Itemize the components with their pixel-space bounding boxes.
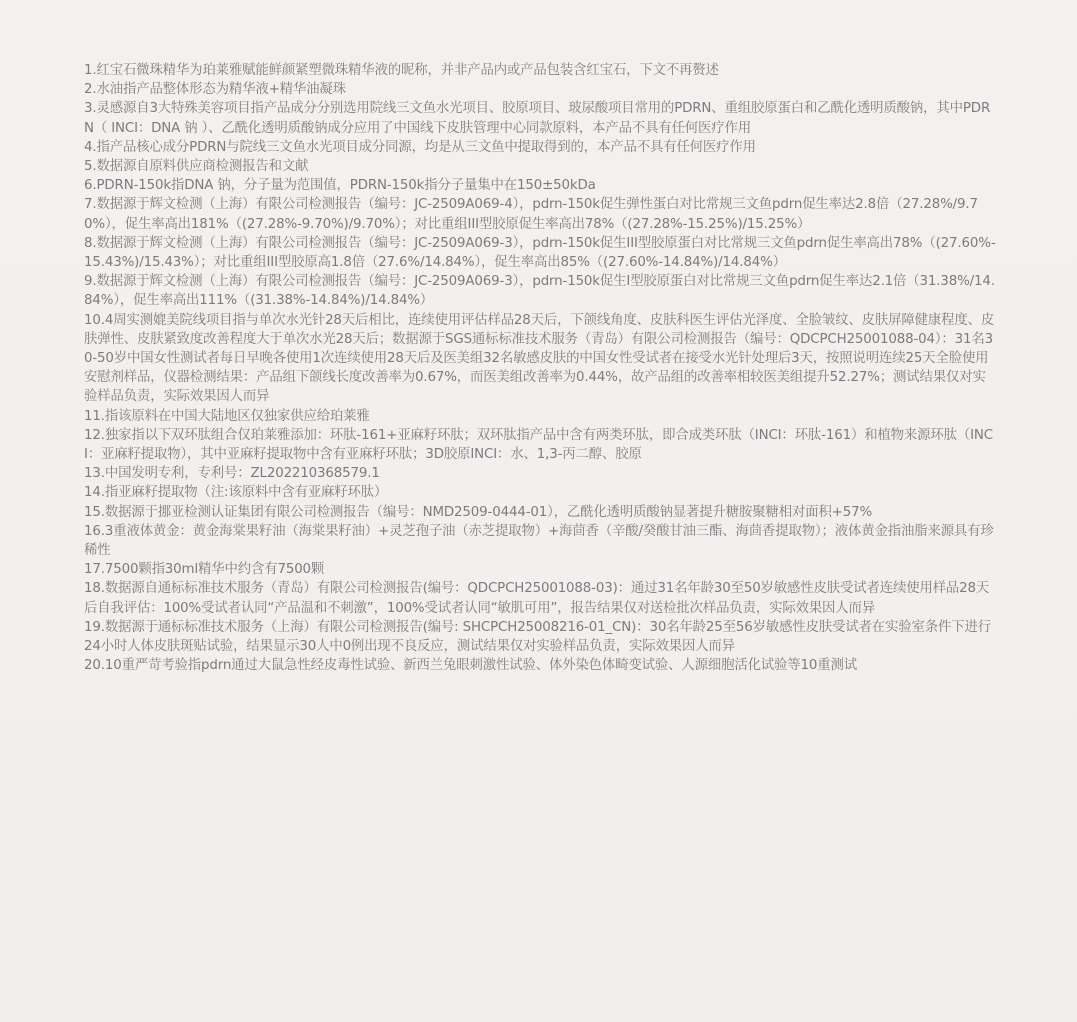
footnote-9: 9.数据源于辉文检测（上海）有限公司检测报告（编号：JC-2509A069-3），pdrn-150k促生I型胶原蛋白对比常规三文鱼pdrn促生率达2.1倍（31.38%/14.84%），促生率高出111%（(31.38%-14.84%)/14.84%） <box>84 274 995 309</box>
footnote-8: 8.数据源于辉文检测（上海）有限公司检测报告（编号：JC-2509A069-3），pdrn-150k促生III型胶原蛋白对比常规三文鱼pdrn促生率高出78%（(27.60%-15.43%)/15.43%）；对比重组III型胶原高1.8倍（27.6%/14.84%），促生率高出85%（(27.60%-14.84%)/14.84%） <box>84 235 996 271</box>
footnote-5: 5.数据源自原料供应商检测报告和文献 <box>84 159 309 175</box>
footnote-20: 20.10重严苛考验指pdrn通过大鼠急性经皮毒性试验、新西兰兔眼刺激性试验、体外染色体畸变试验、人源细胞活化试验等10重测试 <box>84 658 857 674</box>
footnote-10: 10.4周实测媲美院线项目指与单次水光针28天后相比，连续使用评估样品28天后，下颌线角度、皮肤科医生评估光泽度、全脸皱纹、皮肤屏障健康程度、皮肤弹性、皮肤紧致度改善程度大于单次水光28天后；数据源于SGS通标标准技术服务（青岛）有限公司检测报告（编号：QDCPCH25001088-04）：31名30-50岁中国女性测试者每日早晚各使用1次连续使用28天后及医美组32名敏感皮肤的中国女性受试者在接受水光针处理后3天，按照说明连续25天全脸使用安慰剂样品，仪器检测结果：产品组下颌线长度改善率为0.67%，而医美组改善率为0.44%，故产品组的改善率相较医美组提升52.27%；测试结果仅对实验样品负责，实际效果因人而异 <box>84 312 995 405</box>
footnote-11: 11.指该原料在中国大陆地区仅独家供应给珀莱雅 <box>84 408 370 424</box>
footnote-1: 1.红宝石微珠精华为珀莱雅赋能鲜颜紧塑微珠精华液的昵称，并非产品内或产品包装含红宝石，下文不再赘述 <box>84 63 719 78</box>
footnote-3: 3.灵感源自3大特殊美容项目指产品成分分别选用院线三文鱼水光项目、胶原项目、玻尿酸项目常用的PDRN、重组胶原蛋白和乙酰化透明质酸钠，其中PDRN（ INCI：DNA 钠 ）、乙酰化透明质酸钠成分应用了中国线下皮肤管理中心同款原料，本产品不具有任何医疗作用 <box>84 101 991 136</box>
footnote-4: 4.指产品核心成分PDRN与院线三文鱼水光项目成分同源，均是从三文鱼中提取得到的，本产品不具有任何医疗作用 <box>84 139 756 155</box>
footnote-18: 18.数据源自通标标准技术服务（青岛）有限公司检测报告(编号：QDCPCH25001088-03)：通过31名年龄30至50岁敏感性皮肤受试者连续使用样品28天后自我评估：100%受试者认同“产品温和不刺激”，100%受试者认同“敏肌可用”，报告结果仅对送检批次样品负责，实际效果因人而异 <box>84 581 990 616</box>
footnote-12: 12.独家指以下双环肽组合仅珀莱雅添加：环肽-161+亚麻籽环肽；双环肽指产品中含有两类环肽，即合成类环肽（INCI：环肽-161）和植物来源环肽（INCI：亚麻籽提取物），其中亚麻籽提取物中含有亚麻籽环肽；3D胶原INCI：水、1,3-丙二醇、胶原 <box>84 427 993 463</box>
footnote-7: 7.数据源于辉文检测（上海）有限公司检测报告（编号：JC-2509A069-4），pdrn-150k促生弹性蛋白对比常规三文鱼pdrn促生率达2.8倍（27.28%/9.70%），促生率高出181%（(27.28%-9.70%)/9.70%）；对比重组III型胶原促生率高出78%（(27.28%-15.25%)/15.25%） <box>84 197 978 232</box>
footnote-17: 17.7500颗指30ml精华中约含有7500颗 <box>84 562 325 578</box>
footnote-19: 19.数据源于通标标准技术服务（上海）有限公司检测报告(编号: SHCPCH25008216-01_CN)：30名年龄25至56岁敏感性皮肤受试者在实验室条件下进行24小时人体皮肤斑贴试验，结果显示30人中0例出现不良反应，测试结果仅对实验样品负责，实际效果因人而异 <box>84 619 991 655</box>
footnote-14: 14.指亚麻籽提取物（注:该原料中含有亚麻籽环肽） <box>84 485 388 501</box>
footnote-6: 6.PDRN-150k指DNA 钠，分子量为范围值，PDRN-150k指分子量集中在150±50kDa <box>84 178 596 194</box>
footnote-13: 13.中国发明专利，专利号：ZL202210368579.1 <box>84 466 380 482</box>
footnote-16: 16.3重液体黄金：黄金海棠果籽油（海棠果籽油）+灵芝孢子油（赤芝提取物）+海茴香（辛酸/癸酸甘油三酯、海茴香提取物）；液体黄金指油脂来源具有珍稀性 <box>84 523 994 559</box>
footnote-list <box>84 61 996 676</box>
footnote-2: 2.水油指产品整体形态为精华液+精华油凝珠 <box>84 82 346 98</box>
footnote-15: 15.数据源于挪亚检测认证集团有限公司检测报告（编号：NMD2509-0444-01），乙酰化透明质酸钠显著提升糖胺聚糖相对面积+57% <box>84 504 873 520</box>
